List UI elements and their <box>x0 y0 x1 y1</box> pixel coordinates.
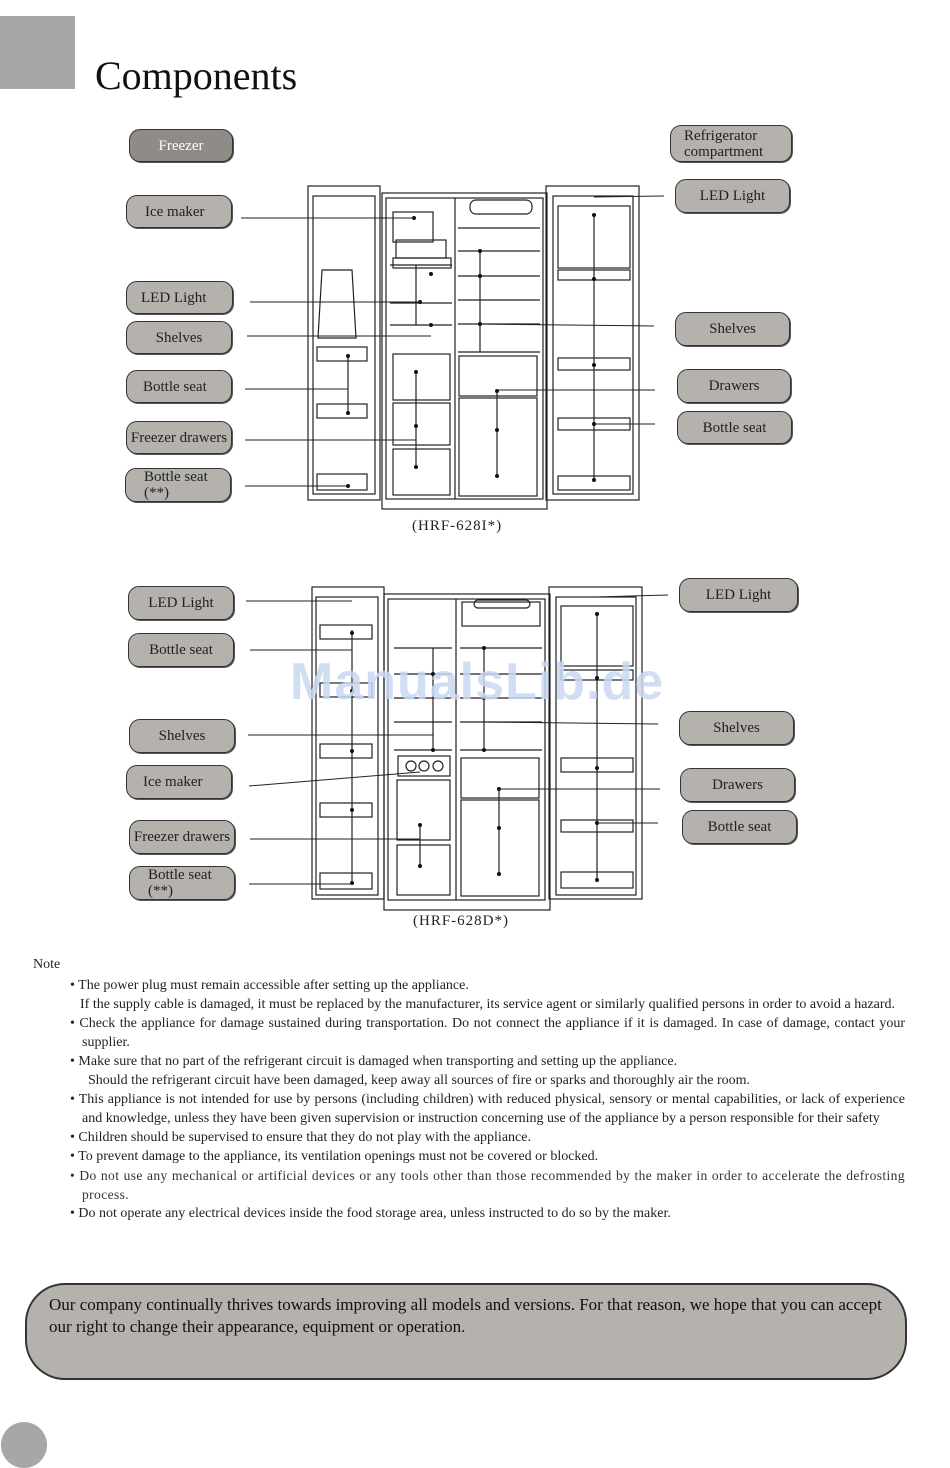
model-label-628d: (HRF-628D*) <box>413 913 509 929</box>
refrigerator-label-line1: Refrigerator <box>684 127 758 144</box>
label-drawers-right-2: Drawers <box>680 768 795 802</box>
note-item: • To prevent damage to the appliance, its ventilation openings must not be covered or blocked. <box>70 1149 599 1164</box>
note-item: • This appliance is not intended for use by persons (including children) with reduced physical, sensory or mental capabilities, or lack of experience and knowledge, unless they have been given supervision or instruction concerning use of the appliance by a person responsible for their safety <box>70 1092 905 1126</box>
watermark: ManualsLib.de <box>290 653 665 711</box>
note-item: If the supply cable is damaged, it must be replaced by the manufacturer, its service agent or similarly qualified persons in order to avoid a hazard. <box>80 997 896 1012</box>
refrigerator-label-line2: compartment <box>684 143 764 160</box>
label-shelves: Shelves <box>126 321 232 354</box>
label-ice-maker-2: Ice maker <box>126 765 232 799</box>
note-item: • The power plug must remain accessible after setting up the appliance. <box>70 978 469 993</box>
label-bottle-seat-2: Bottle seat <box>128 633 234 667</box>
refrigerator-compartment-label <box>670 125 792 162</box>
disclaimer-box: Our company continually thrives towards improving all models and versions. For that reason, we hope that you can accept our right to change their appearance, equipment or operation. <box>25 1283 907 1380</box>
label-led-light: LED Light <box>126 281 233 314</box>
label-shelves-right-2: Shelves <box>679 711 794 745</box>
label-shelves-2: Shelves <box>129 719 235 753</box>
bottle-seat-2-line1: Bottle seat <box>148 867 212 883</box>
freezer-label: Freezer <box>129 129 233 162</box>
diagram-hrf-628d <box>0 570 950 940</box>
label-bottle-seat-right: Bottle seat <box>677 411 792 444</box>
label-bottle-seat-optional <box>125 468 231 502</box>
label-led-light-2: LED Light <box>128 586 234 620</box>
label-bottle-seat-optional-2 <box>129 866 235 900</box>
diagram-hrf-628i <box>0 0 950 560</box>
bottle-seat-2-line2: (**) <box>148 883 173 899</box>
note-list <box>70 976 905 1223</box>
note-item: • Do not operate any electrical devices inside the food storage area, unless instructed to do so by the maker. <box>70 1206 671 1221</box>
label-ice-maker: Ice maker <box>126 195 232 228</box>
page-title: Components <box>95 53 298 98</box>
label-led-light-right-2: LED Light <box>679 578 798 612</box>
label-freezer-drawers-2: Freezer drawers <box>129 820 235 854</box>
label-led-light-right: LED Light <box>675 179 790 213</box>
note-item: • Do not use any mechanical or artificial devices or any tools other than those recommended by the maker in order to accelerate the defrosting process. <box>70 1168 905 1202</box>
label-drawers-right: Drawers <box>677 369 791 403</box>
bottle-seat-line2: (**) <box>144 485 169 501</box>
label-bottle-seat-right-2: Bottle seat <box>682 810 797 844</box>
label-shelves-right: Shelves <box>675 312 790 346</box>
note-item: • Children should be supervised to ensure that they do not play with the appliance. <box>70 1130 531 1145</box>
note-item: • Make sure that no part of the refrigerant circuit is damaged when transporting and setting up the appliance. <box>70 1054 678 1069</box>
note-item: Should the refrigerant circuit have been damaged, keep away all sources of fire or sparks and thoroughly air the room. <box>88 1073 751 1088</box>
model-label-628i: (HRF-628I*) <box>412 518 503 534</box>
page-number-circle <box>1 1422 47 1468</box>
note-heading: Note <box>33 957 61 972</box>
label-bottle-seat: Bottle seat <box>126 370 232 403</box>
note-item: • Check the appliance for damage sustained during transportation. Do not connect the appliance if it is damaged. In case of damage, contact your supplier. <box>70 1016 905 1050</box>
bottle-seat-line1: Bottle seat <box>144 469 208 485</box>
label-freezer-drawers: Freezer drawers <box>126 421 232 454</box>
